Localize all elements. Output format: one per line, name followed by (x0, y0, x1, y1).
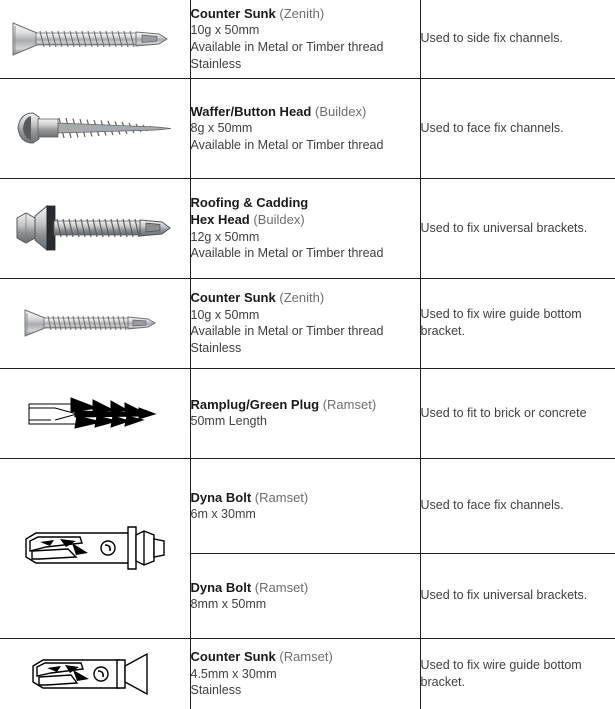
table-row (0, 638, 615, 709)
table-row (0, 0, 615, 78)
fixing-title-text: Counter Sunk (190, 6, 276, 22)
fixing-title (191, 5, 420, 22)
fixing-spec-line: 12g x 50mm (190, 229, 260, 244)
fixing-description-cell (190, 0, 420, 78)
fixing-use-cell: Used to face fix channels. (420, 458, 615, 553)
fixing-description-cell (190, 638, 420, 709)
fixing-use-cell: Used to fit to brick or concrete (420, 368, 615, 458)
fixing-spec-line: Available in Metal or Timber thread (190, 40, 384, 55)
fixing-image-cell (0, 368, 190, 458)
fixing-description-cell (190, 458, 420, 553)
fixing-image-cell (0, 638, 190, 709)
fixing-title-text: Counter Sunk (190, 649, 276, 665)
fixing-brand: (Ramset) (279, 649, 333, 665)
fixing-brand: (Zenith) (279, 6, 325, 22)
table-row (0, 178, 615, 278)
fixing-title-text: Dyna Bolt (190, 579, 252, 595)
table-row (0, 278, 615, 368)
fixing-spec-line: Stainless (190, 340, 242, 355)
fixing-brand: (Zenith) (279, 290, 325, 306)
fixing-image-cell (0, 78, 190, 178)
fixing-title-text: Counter Sunk (190, 290, 276, 306)
fixing-title-text: Roofing & Cadding (190, 195, 309, 211)
fixing-image-cell (0, 458, 190, 638)
fixing-spec-line: Stainless (190, 683, 242, 698)
fixing-use-cell: Used to fix wire guide bottom bracket. (420, 638, 615, 709)
fixing-image-cell (0, 278, 190, 368)
fixing-use-cell: Used to side fix channels. (420, 0, 615, 78)
fixing-spec-line: 6m x 30mm (190, 506, 256, 521)
fixing-use-cell: Used to fix universal brackets. (420, 178, 615, 278)
fixing-description-cell (190, 553, 420, 638)
countersunk-self-drilling-screw-icon (0, 13, 190, 65)
fixing-image-cell (0, 178, 190, 278)
fixing-title (191, 194, 420, 211)
fixing-use-cell: Used to face fix channels. (420, 78, 615, 178)
fixing-brand: (Buildex) (314, 103, 367, 119)
fixing-spec-line: Available in Metal or Timber thread (190, 137, 384, 152)
fixing-title (191, 289, 420, 306)
fixing-title (191, 103, 420, 120)
fixing-spec-line: 10g x 50mm (190, 23, 260, 38)
fixing-brand: (Ramset) (254, 579, 309, 595)
fixing-image-cell (0, 0, 190, 78)
wafer-button-head-screw-icon (0, 97, 190, 159)
fixing-brand: (Ramset) (322, 397, 377, 413)
fixing-spec-line: Available in Metal or Timber thread (190, 324, 384, 339)
fixing-spec-line: 10g x 50mm (190, 307, 260, 322)
countersunk-self-drilling-screw-icon (0, 301, 190, 345)
dyna-bolt-hex-head-icon (0, 517, 190, 579)
fixing-title-text-2: Hex Head (190, 212, 250, 228)
table-row (0, 458, 615, 553)
fixing-title-text: Ramplug/Green Plug (190, 397, 320, 413)
fixing-title-text: Waffer/Button Head (190, 103, 312, 119)
fixing-brand: (Ramset) (254, 489, 309, 505)
fixing-spec-line: Stainless (190, 56, 242, 71)
fixing-description-cell (190, 278, 420, 368)
table-row (0, 368, 615, 458)
dyna-bolt-countersunk-icon (0, 644, 190, 704)
fixing-description-cell (190, 78, 420, 178)
fixing-spec-line: 50mm Length (190, 414, 267, 429)
fixing-title (191, 648, 420, 665)
hex-head-roofing-screw-icon (0, 196, 190, 260)
fixing-title-second-line (191, 211, 420, 228)
fixing-spec-line: 8mm x 50mm (190, 596, 267, 611)
fixing-spec-line: Available in Metal or Timber thread (190, 246, 384, 261)
fixing-brand: (Buildex) (253, 212, 305, 228)
fixing-description-cell (190, 368, 420, 458)
fixing-title (191, 489, 420, 506)
fixing-title (191, 396, 420, 413)
fixing-use-cell: Used to fix wire guide bottom bracket. (420, 278, 615, 368)
fixing-spec-line: 8g x 50mm (190, 121, 253, 136)
fixing-description-cell (190, 178, 420, 278)
fixing-title (191, 579, 420, 596)
table-row (0, 78, 615, 178)
fixing-spec-line: 4.5mm x 30mm (190, 666, 277, 681)
ramplug-wall-plug-icon (0, 386, 190, 440)
fixing-use-cell: Used to fix universal brackets. (420, 553, 615, 638)
fixing-title-text: Dyna Bolt (190, 489, 252, 505)
